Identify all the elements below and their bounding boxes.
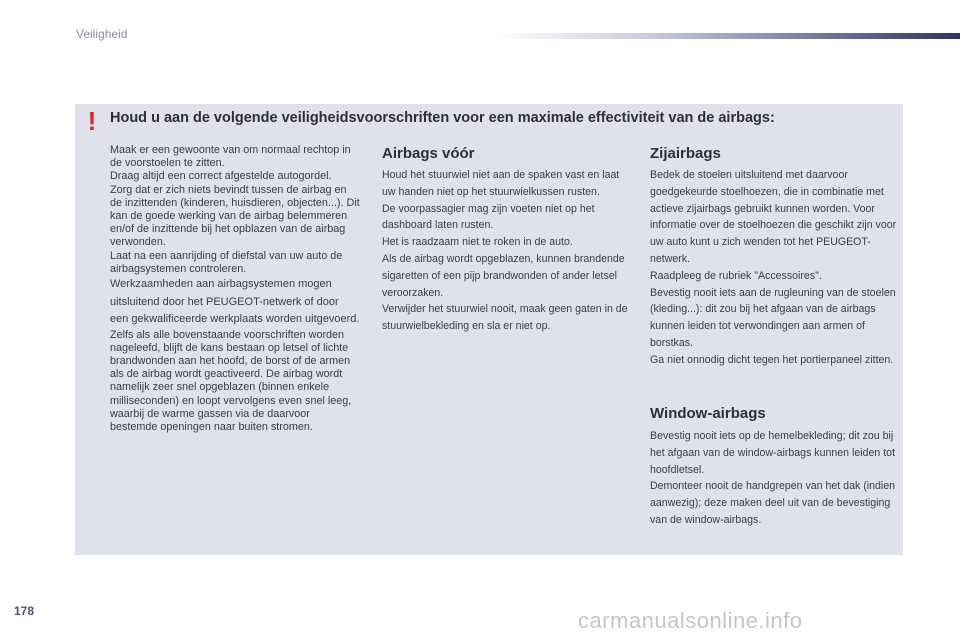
window-airbags-text (650, 428, 900, 529)
window-airbags-title: Window-airbags (650, 405, 766, 422)
side-rule-2: Raadpleeg de rubriek "Accessoires". (650, 269, 822, 282)
front-rule-3: Het is raadzaam niet te roken in de auto. (382, 236, 573, 249)
exclamation-icon: ! (87, 106, 97, 136)
rule-seatbelt: Draag altijd een correct afgestelde autogordel. (110, 170, 332, 183)
front-rule-4: Als de airbag wordt opgeblazen, kunnen brandende sigaretten of een pijp brandwonden of ander letsel veroorzaken. (382, 252, 625, 299)
side-rule-1: Bedek de stoelen uitsluitend met daarvoor goedgekeurde stoelhoezen, die in combinatie met actieve zijairbags gebruikt kunnen worden. Voor informatie over de stoelhoezen die geschikt zijn voor uw auto kunt u zich wenden tot het PEUGEOT-netwerk. (650, 169, 897, 265)
general-rules-column (110, 144, 360, 434)
window-rule-2: Demonteer nooit de handgrepen van het dak (indien aanwezig); deze maken deel uit van de bevestiging van de window-airbags. (650, 480, 896, 526)
front-airbags-title: Airbags vóór (382, 145, 475, 162)
rule-authorized-work: Werkzaamheden aan airbagsystemen mogen uitsluitend door het PEUGEOT-netwerk of door een gekwalificeerde werkplaats worden uitgevoerd. (110, 278, 360, 326)
watermark: carmanualsonline.info (578, 608, 803, 633)
header-gradient-bar (495, 33, 960, 39)
front-rule-1: Houd het stuurwiel niet aan de spaken vast en laat uw handen niet op het stuurwielkussen rusten. (382, 169, 620, 198)
rule-nothing-between: Zorg dat er zich niets bevindt tussen de airbag en de inzittenden (kinderen, huisdieren, objecten...). Dit kan de goede werking van de airbag belemmeren en/of de inzittende bij het opblazen van de airbag verwonden. (110, 183, 360, 249)
front-rule-2: De voorpassagier mag zijn voeten niet op het dashboard laten rusten. (382, 202, 595, 232)
section-title: Veiligheid (76, 27, 128, 41)
rule-check-after-collision: Laat na een aanrijding of diefstal van uw auto de airbagsystemen controleren. (110, 249, 343, 275)
side-airbags-title: Zijairbags (650, 145, 721, 162)
window-rule-1: Bevestig nooit iets op de hemelbekleding; dit zou bij het afgaan van de window-airbags kunnen leiden tot hoofdletsel. (650, 430, 896, 476)
side-airbags-text (650, 167, 898, 369)
rule-sitting: Maak er een gewoonte van om normaal rechtop in de voorstoelen te zitten. (110, 144, 351, 170)
page-number: 178 (14, 604, 35, 618)
rule-residual-risk: Zelfs als alle bovenstaande voorschriften worden nageleefd, blijft de kans bestaan op letsel of lichte brandwonden aan het hoofd, de borst of de armen als de airbag wordt geactiveerd. De airbag wordt namelijk zeer snel opgeblazen (binnen enkele milliseconden) en loopt vervolgens even snel leeg, waarbij de warme gassen via de daarvoor bestemde openingen naar buiten stromen. (110, 328, 352, 433)
panel-heading: Houd u aan de volgende veiligheidsvoorschriften voor een maximale effectiviteit van de airbags: (110, 110, 775, 126)
side-rule-3: Bevestig nooit iets aan de rugleuning van de stoelen (kleding...): dit zou bij het afgaan van de airbags kunnen leiden tot verwondingen aan armen of borstkas. (650, 286, 896, 349)
front-airbags-text (382, 167, 630, 335)
side-rule-4: Ga niet onnodig dicht tegen het portierpaneel zitten. (650, 353, 894, 366)
front-rule-5: Verwijder het stuurwiel nooit, maak geen gaten in de stuurwielbekleding en sla er niet op. (382, 303, 628, 333)
